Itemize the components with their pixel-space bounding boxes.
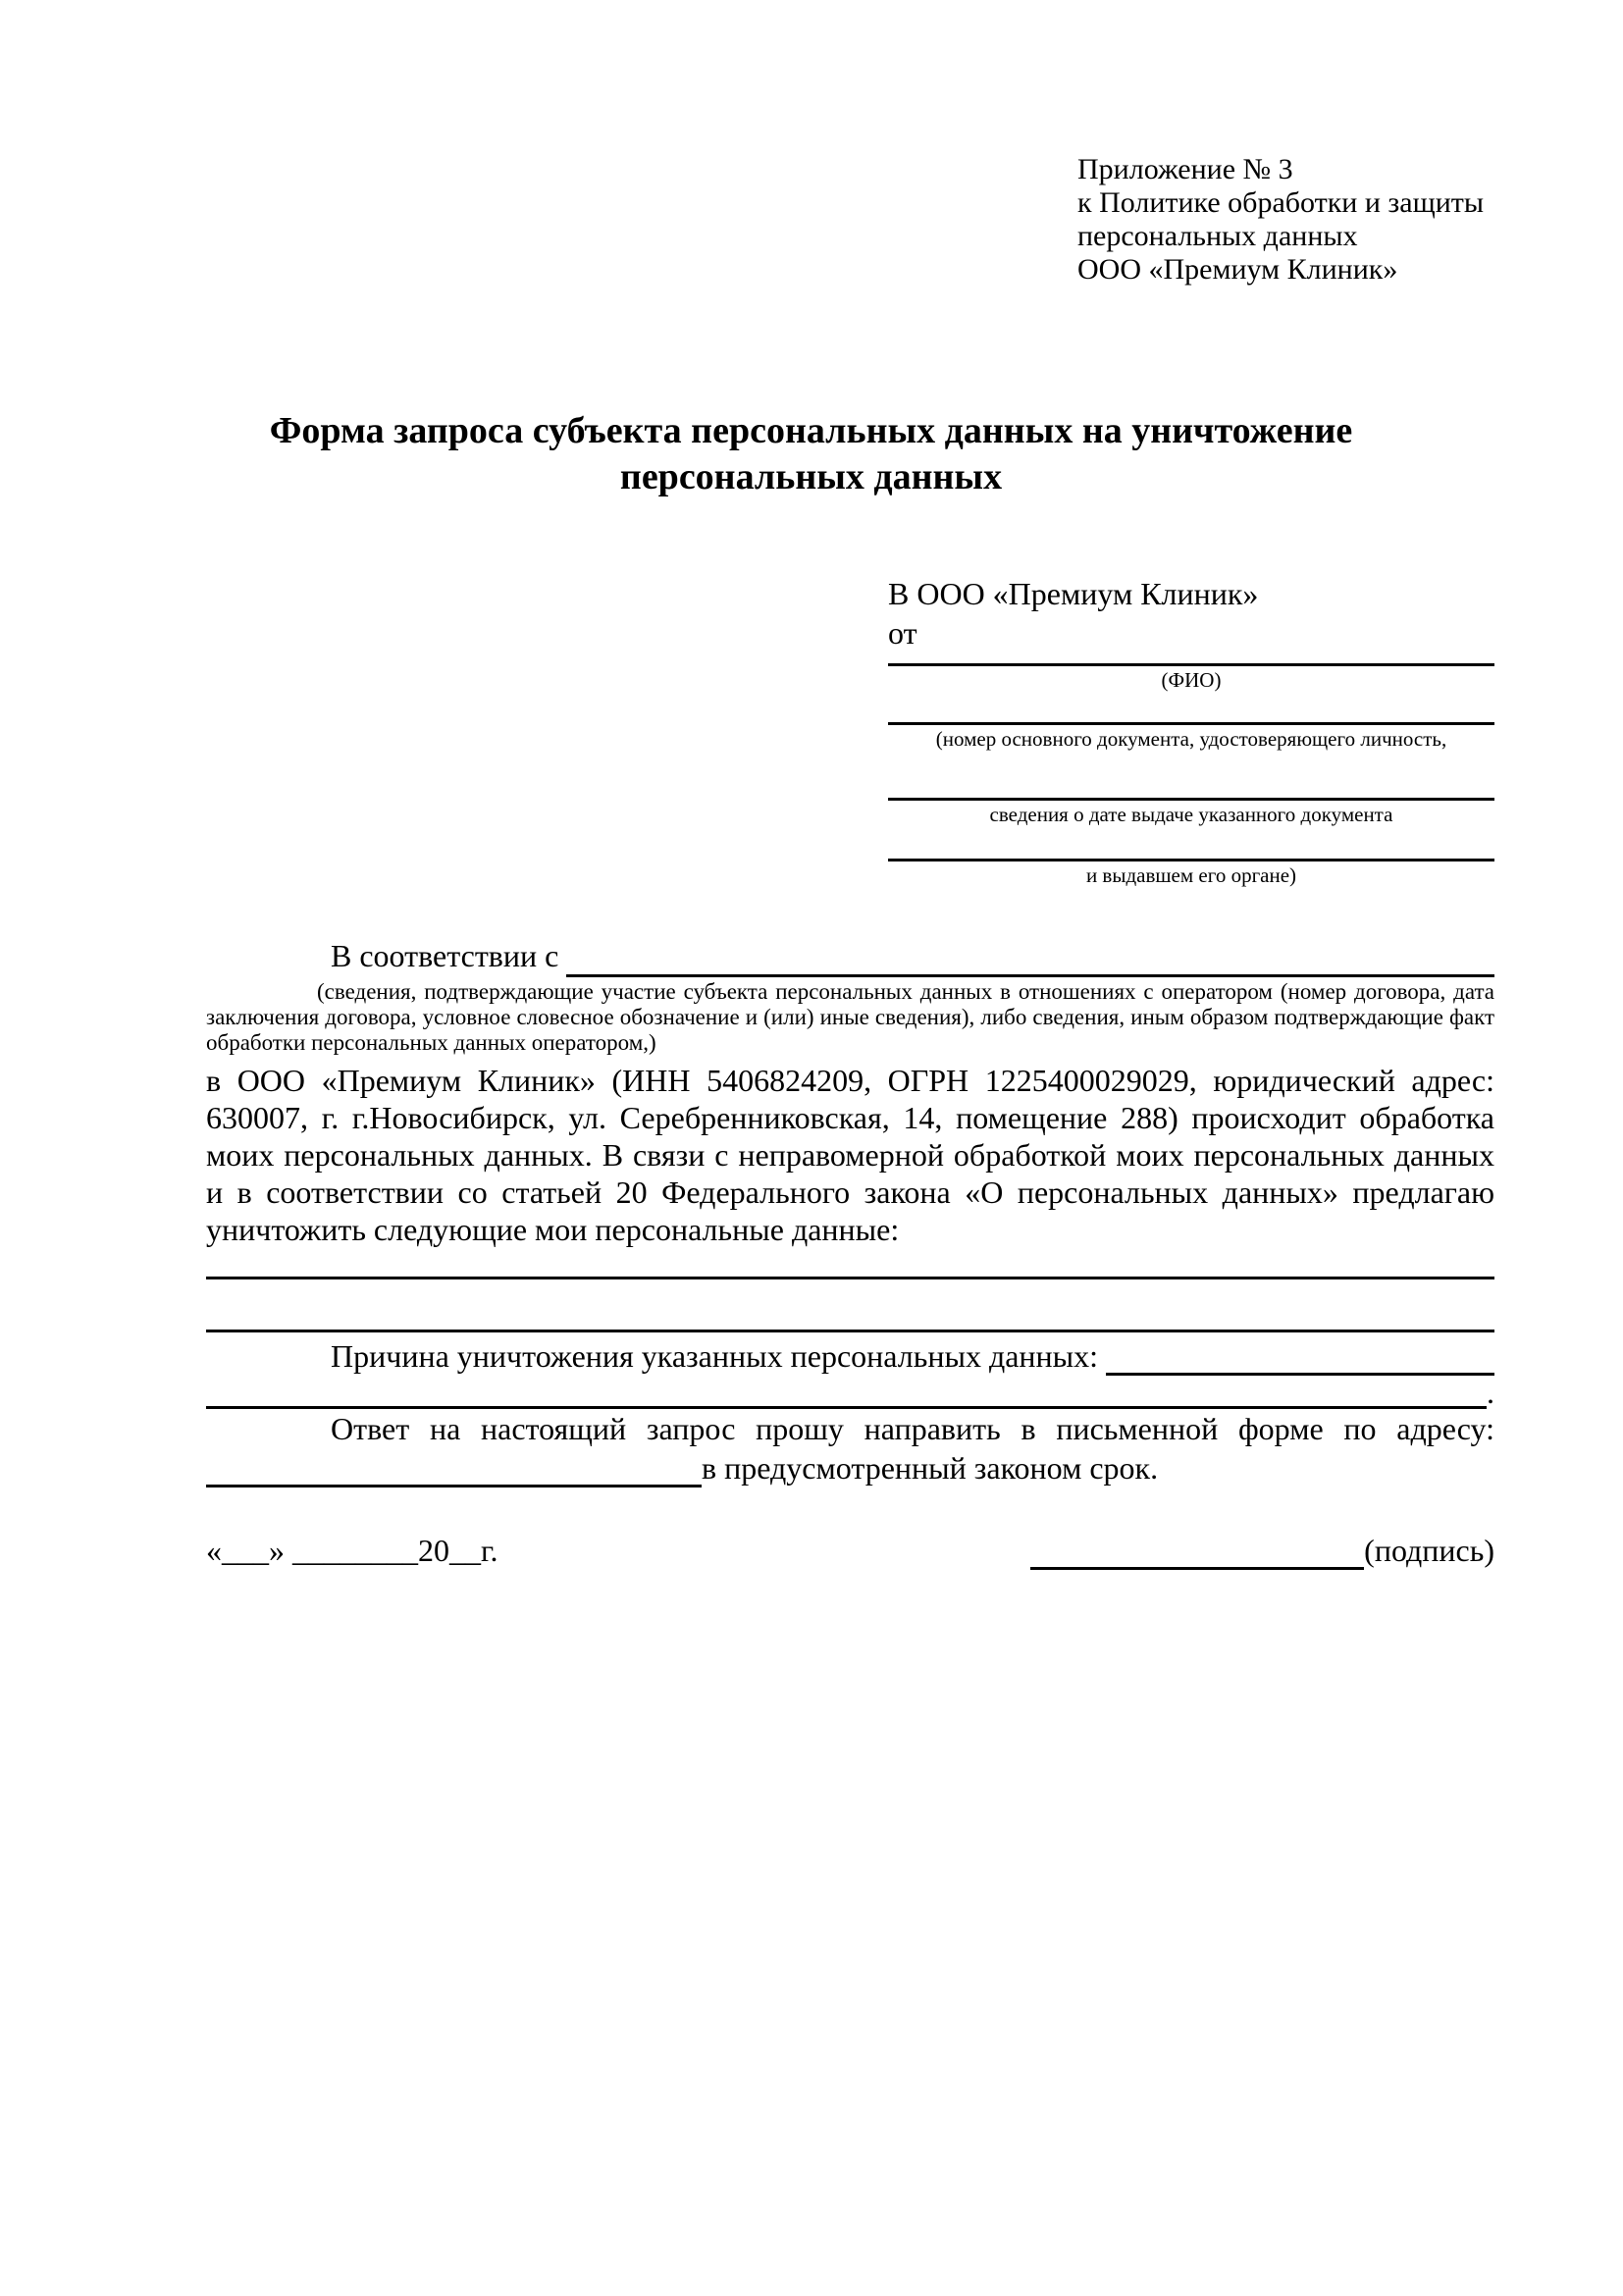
page-title <box>167 408 1455 500</box>
sentence-period: . <box>1487 1375 1494 1410</box>
appendix-line-2: к Политике обработки и защиты <box>1077 186 1485 219</box>
address-field-line <box>206 1448 702 1487</box>
data-to-destroy-field-line-1 <box>206 1248 1494 1279</box>
document-issue-date-field-line <box>888 751 1494 801</box>
signature-field-line <box>1030 1531 1364 1570</box>
reason-field-line-2 <box>206 1380 1487 1409</box>
addressee-from-label: от <box>888 615 917 651</box>
reason-label: Причина уничтожения указанных персональных данных: <box>331 1338 1099 1374</box>
signature-caption: (подпись) <box>1364 1533 1494 1568</box>
appendix-line-4: ООО «Премиум Клиник» <box>1077 253 1398 286</box>
answer-paragraph-line-2 <box>206 1448 1494 1487</box>
fio-caption: (ФИО) <box>1161 668 1222 692</box>
in-accordance-label: В соответствии с <box>331 938 559 973</box>
addressee-to: В ООО «Премиум Клиник» <box>888 576 1259 611</box>
date-blank: «___» ________20__г. <box>206 1533 498 1568</box>
signature-area <box>1030 1531 1494 1570</box>
explanatory-note: (сведения, подтверждающие участие субъекта персональных данных в отношениях с оператором (номер договора, дата заключения договора, условное словесное обозначение и (или) иные сведения), либо сведения, иным образом подтверждающие факт обработки персональных данных оператором,) <box>206 979 1494 1055</box>
appendix-line-3: персональных данных <box>1077 220 1358 252</box>
in-accordance-field-line <box>566 934 1494 977</box>
appendix-line-1: Приложение № 3 <box>1077 153 1293 185</box>
answer-line-2-text: в предусмотренный законом срок. <box>702 1450 1159 1486</box>
answer-paragraph-line-1: Ответ на настоящий запрос прошу направить в письменной форме по адресу: <box>331 1411 1494 1446</box>
document-number-field-line <box>888 692 1494 725</box>
document-body <box>206 934 1494 1570</box>
page-title-line-2: персональных данных <box>619 456 1003 497</box>
document-number-caption: (номер основного документа, удостоверяющего личность, <box>935 727 1447 751</box>
appendix-header <box>1077 153 1539 287</box>
reason-continuation-row <box>206 1376 1494 1409</box>
main-paragraph: в ООО «Премиум Клиник» (ИНН 5406824209, ОГРН 1225400029029, юридический адрес: 630007, г. г.Новосибирск, ул. Серебренниковская, 14, помещение 288) происходит обработка моих персональных данных. В связи с неправомерной обработкой моих персональных данных и в соответствии со статьей 20 Федерального закона «О персональных данных» предлагаю уничтожить следующие мои персональные данные: <box>206 1063 1494 1247</box>
document-issuer-caption: и выдавшем его органе) <box>1085 863 1297 887</box>
reason-field-line <box>1106 1336 1494 1376</box>
fio-field-line <box>888 652 1494 666</box>
document-issuer-field-line <box>888 826 1494 861</box>
date-signature-row <box>206 1531 1494 1570</box>
data-to-destroy-field-line-2 <box>206 1279 1494 1332</box>
in-accordance-row <box>206 934 1494 977</box>
reason-row <box>206 1336 1494 1376</box>
document-issue-date-caption: сведения о дате выдаче указанного документа <box>989 803 1393 826</box>
addressee-block <box>888 574 1494 887</box>
page-title-line-1: Форма запроса субъекта персональных данных на уничтожение <box>269 410 1353 451</box>
